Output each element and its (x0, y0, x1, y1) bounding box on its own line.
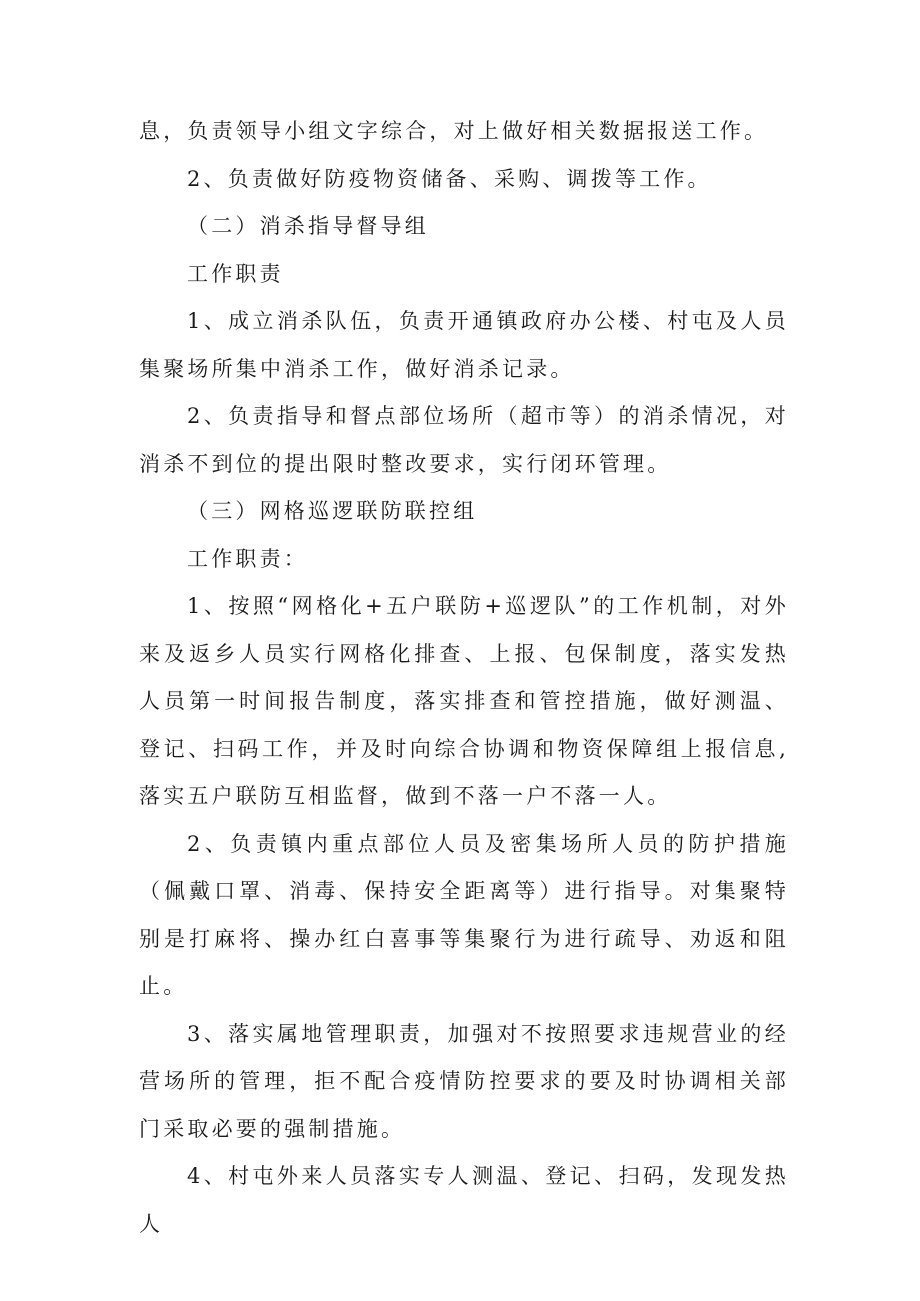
paragraph-item-3-territorial-management: 3、落实属地管理职责，加强对不按照要求违规营业的经营场所的管理，拒不配合疫情防控要求的要及时协调相关部门采取必要的强制措施。 (139, 1021, 789, 1141)
paragraph-item-2-disinfection-guidance: 2、负责指导和督点部位场所（超市等）的消杀情况，对消杀不到位的提出限时整改要求，实行闭环管理。 (139, 404, 789, 476)
paragraph-item-2-supplies: 2、负责做好防疫物资储备、采购、调拨等工作。 (187, 166, 712, 191)
paragraph-item-2-protection-measures: 2、负责镇内重点部位人员及密集场所人员的防护措施（佩戴口罩、消毒、保持安全距离等）进行指导。对集聚特别是打麻将、操办红白喜事等集聚行为进行疏导、劝返和阻止。 (139, 831, 789, 998)
paragraph-continued-text: 息，负责领导小组文字综合，对上做好相关数据报送工作。 (139, 119, 769, 143)
paragraph-item-1-disinfection-team: 1、成立消杀队伍，负责开通镇政府办公楼、村屯及人员集聚场所集中消杀工作，做好消杀记录。 (139, 309, 789, 381)
section-heading-grid-patrol-group: （三）网格巡逻联防联控组 (187, 499, 478, 523)
document-body (139, 108, 789, 1248)
paragraph-item-1-grid-mechanism: 1、按照“网格化+五户联防+巡逻队”的工作机制，对外来及返乡人员实行网格化排查、上报、包保制度，落实发热人员第一时间报告制度，落实排查和管控措施，做好测温、登记、扫码工作，并及时向综合协调和物资保障组上报信息,落实五户联防互相监督，做到不落一户不落一人。 (139, 594, 789, 808)
subheading-duties-colon: 工作职责： (187, 546, 308, 571)
paragraph-item-4-village-visitors: 4、村屯外来人员落实专人测温、登记、扫码，发现发热人 (139, 1164, 789, 1236)
section-heading-disinfection-group: （二）消杀指导督导组 (187, 214, 429, 238)
subheading-duties: 工作职责 (187, 261, 284, 286)
